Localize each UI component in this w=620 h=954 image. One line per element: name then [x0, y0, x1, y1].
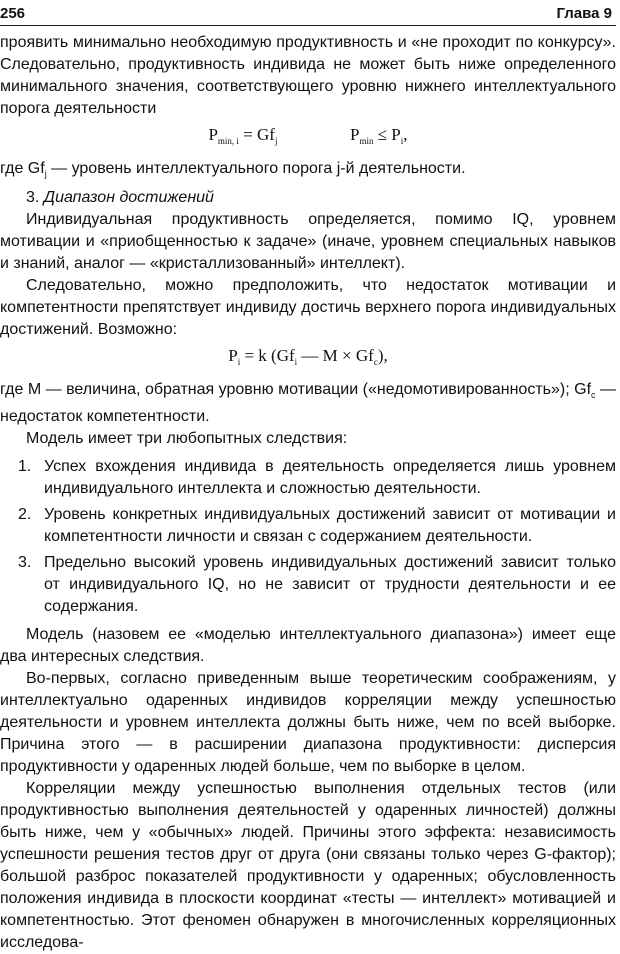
consequences-list: [0, 456, 616, 618]
list-item: 2. Уровень конкретных индивидуальных достижений зависит от мотивации и компетентности личности и связан с содержанием деятельности.: [18, 506, 616, 545]
paragraph: Корреляции между успешностью выполнения отдельных тестов (или продуктивностью выполнения деятельностей у одаренных личностей) должны быть ниже, чем у «обычных» людей. Причины этого эффекта: независимость успешности решения тестов друг от друга (они связаны только через G-фактор); большой разброс показателей продуктивности у одаренных; обусловленность положения индивида в плоскости координат «тесты — интеллект» мотивацией и компетентностью. Этот феномен обнаружен в многочисленных корреляционных исследова-: [0, 780, 616, 951]
running-header: [0, 0, 616, 26]
paragraph: где $Gf_j$ — уровень интеллектуального порога j-й деятельности.: [0, 160, 466, 179]
paragraph: где M — величина, обратная уровню мотивации («недомотивированность»); $Gf_c$ — недостаток компетентности.: [0, 381, 616, 425]
paragraph: проявить минимально необходимую продуктивность и «не проходит по конкурсу». Следовательно, продуктивность индивида не может быть ниже определенного минимального значения, соответствующего уровню нижнего интеллектуального порога деятельности: [0, 34, 616, 117]
formula-min-threshold: $P_{min, i} = Gf_j$ $P_{min} \le P_i$,: [208, 125, 408, 146]
paragraph: Следовательно, можно предположить, что недостаток мотивации и компетентности препятствует индивиду достичь верхнего порога индивидуальных достижений. Возможно:: [0, 277, 616, 338]
chapter-title: Глава 9: [556, 5, 612, 22]
paragraph: Во-первых, согласно приведенным выше теоретическим соображениям, у интеллектуально одаренных индивидов корреляции между успешностью деятельности и уровнем интеллекта должны быть ниже, чем по всей выборке. Причина этого — в расширении диапазона продуктивности: дисперсия продуктивности у одаренных людей больше, чем по выборке в целом.: [0, 670, 616, 775]
page-number: 256: [0, 5, 26, 22]
list-item: 1. Успех вхождения индивида в деятельность определяется лишь уровнем индивидуального интеллекта и сложностью деятельности.: [18, 458, 616, 497]
paragraph: Модель имеет три любопытных следствия:: [26, 430, 348, 447]
paragraph: Модель (назовем ее «моделью интеллектуального диапазона») имеет еще два интересных следствия.: [0, 626, 616, 665]
paragraph: Индивидуальная продуктивность определяется, помимо IQ, уровнем мотивации и «приобщенностью к задаче» (иначе, уровнем специальных навыков и знаний, аналог — «кристаллизованный» интеллект).: [0, 211, 616, 272]
formula-productivity: $P_i = k$ ($Gf_i$ — $M \times Gf_c$),: [228, 346, 388, 367]
section-heading: 3. Диапазон достижений: [26, 189, 214, 206]
list-item: 3. Предельно высокий уровень индивидуальных достижений зависит только от индивидуального IQ, но не зависит от трудности деятельности и ее содержания.: [18, 554, 616, 615]
text-body: [0, 32, 616, 954]
